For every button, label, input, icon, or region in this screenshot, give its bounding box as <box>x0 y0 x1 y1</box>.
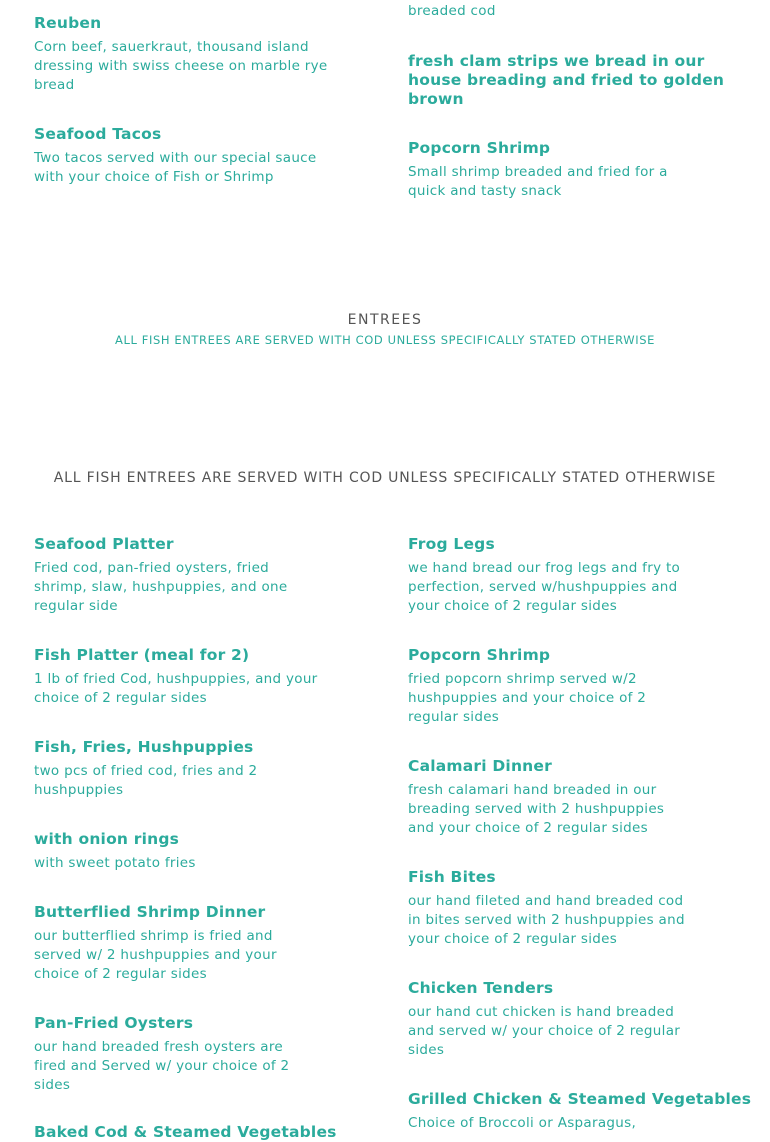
menu-item-fragment <box>408 2 748 21</box>
item-description: fried popcorn shrimp served w/2 hushpuppies and your choice of 2 regular sides <box>408 671 647 725</box>
item-title: Butterflied Shrimp Dinner <box>34 903 266 921</box>
menu-item-fish-platter <box>34 646 334 708</box>
menu-item-fish-bites <box>408 868 748 949</box>
menu-item-fish-fries <box>34 738 334 800</box>
item-description: Fried cod, pan-fried oysters, fried shrimp, slaw, hushpuppies, and one regular side <box>34 560 288 614</box>
item-description: two pcs of fried cod, fries and 2 hushpuppies <box>34 763 258 798</box>
item-title: Seafood Platter <box>34 535 174 553</box>
menu-item-frog-legs <box>408 535 748 616</box>
section-subheading: ALL FISH ENTREES ARE SERVED WITH COD UNLESS SPECIFICALLY STATED OTHERWISE <box>115 333 655 347</box>
item-description: Two tacos served with our special sauce with your choice of Fish or Shrimp <box>34 150 317 185</box>
item-description: Small shrimp breaded and fried for a quick and tasty snack <box>408 164 668 199</box>
menu-item-popcorn-shrimp <box>408 646 748 727</box>
item-description: fresh calamari hand breaded in our breading served with 2 hushpuppies and your choice of 2 regular sides <box>408 782 665 836</box>
item-title: Chicken Tenders <box>408 979 554 997</box>
menu-item-clam-strips <box>408 52 728 109</box>
item-title: Fish Bites <box>408 868 496 886</box>
item-title: Calamari Dinner <box>408 757 552 775</box>
item-description: our butterflied shrimp is fried and served w/ 2 hushpuppies and your choice of 2 regular sides <box>34 928 277 982</box>
item-title: Fish Platter (meal for 2) <box>34 646 250 664</box>
item-description: with sweet potato fries <box>34 855 196 871</box>
item-description: Choice of Broccoli or Asparagus, <box>408 1115 637 1131</box>
menu-item-reuben <box>34 14 334 95</box>
menu-item-seafood-tacos <box>34 125 334 187</box>
item-title: Popcorn Shrimp <box>408 646 551 664</box>
section-heading-entrees: ENTREES <box>347 312 423 328</box>
menu-item-chicken-tenders <box>408 979 748 1060</box>
item-description: our hand breaded fresh oysters are fired and Served w/ your choice of 2 sides <box>34 1039 290 1093</box>
menu-item-grilled-chicken <box>408 1090 758 1133</box>
item-title: fresh clam strips we bread in our house breading and fried to golden brown <box>408 52 725 108</box>
item-title: Popcorn Shrimp <box>408 139 551 157</box>
item-title: Seafood Tacos <box>34 125 162 143</box>
item-description: we hand bread our frog legs and fry to perfection, served w/hushpuppies and your choice of 2 regular sides <box>408 560 681 614</box>
menu-item-onion-rings <box>34 830 334 873</box>
item-title: Pan-Fried Oysters <box>34 1014 194 1032</box>
item-title: Baked Cod & Steamed Vegetables <box>34 1123 337 1141</box>
item-description: 1 lb of fried Cod, hushpuppies, and your choice of 2 regular sides <box>34 671 318 706</box>
item-description: breaded cod <box>408 3 496 19</box>
item-title: Grilled Chicken & Steamed Vegetables <box>408 1090 752 1108</box>
menu-item-baked-cod <box>34 1123 354 1142</box>
item-title: Reuben <box>34 14 102 32</box>
item-title: with onion rings <box>34 830 180 848</box>
item-title: Fish, Fries, Hushpuppies <box>34 738 254 756</box>
entrees-note: ALL FISH ENTREES ARE SERVED WITH COD UNLESS SPECIFICALLY STATED OTHERWISE <box>53 470 717 486</box>
item-title: Frog Legs <box>408 535 495 553</box>
item-description: our hand cut chicken is hand breaded and served w/ your choice of 2 regular sides <box>408 1004 681 1058</box>
menu-item-pan-fried-oysters <box>34 1014 334 1095</box>
menu-item-butterflied-shrimp <box>34 903 334 984</box>
menu-item-seafood-platter <box>34 535 334 616</box>
menu-item-calamari-dinner <box>408 757 748 838</box>
item-description: our hand fileted and hand breaded cod in bites served with 2 hushpuppies and your choice of 2 regular sides <box>408 893 685 947</box>
menu-item-popcorn-shrimp-snack <box>408 139 748 201</box>
item-description: Corn beef, sauerkraut, thousand island dressing with swiss cheese on marble rye bread <box>34 39 328 93</box>
